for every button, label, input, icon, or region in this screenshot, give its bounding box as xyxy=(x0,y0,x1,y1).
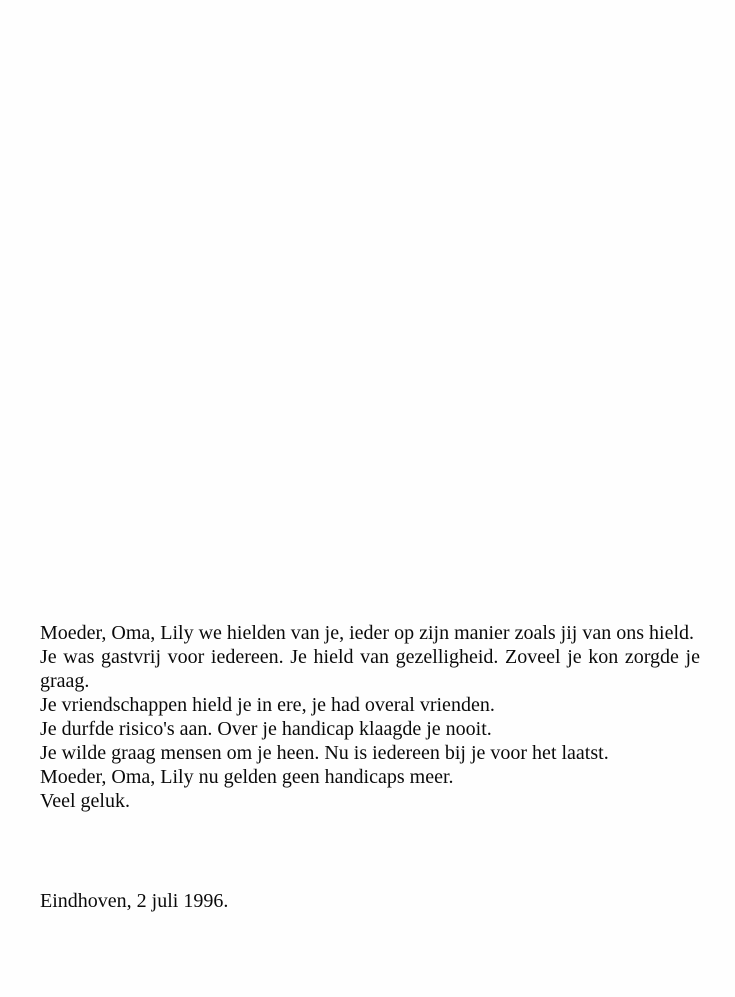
poem-line: Je wilde graag mensen om je heen. Nu is iedereen bij je voor het laatst. xyxy=(40,742,609,764)
place-and-date: Eindhoven, 2 juli 1996. xyxy=(40,890,229,912)
poem-line: Moeder, Oma, Lily we hielden van je, ieder op zijn manier zoals jij van ons hield. xyxy=(40,622,695,644)
poem-line: Je durfde risico's aan. Over je handicap klaagde je nooit. xyxy=(40,718,492,740)
poem-line: Je was gastvrij voor iedereen. Je hield van gezelligheid. Zoveel je kon zorgde je graag. xyxy=(40,646,700,692)
poem-text xyxy=(40,621,700,813)
poem-line: Moeder, Oma, Lily nu gelden geen handicaps meer. xyxy=(40,766,454,788)
poem-line: Veel geluk. xyxy=(40,790,130,812)
poem-line: Je vriendschappen hield je in ere, je had overal vrienden. xyxy=(40,694,495,716)
